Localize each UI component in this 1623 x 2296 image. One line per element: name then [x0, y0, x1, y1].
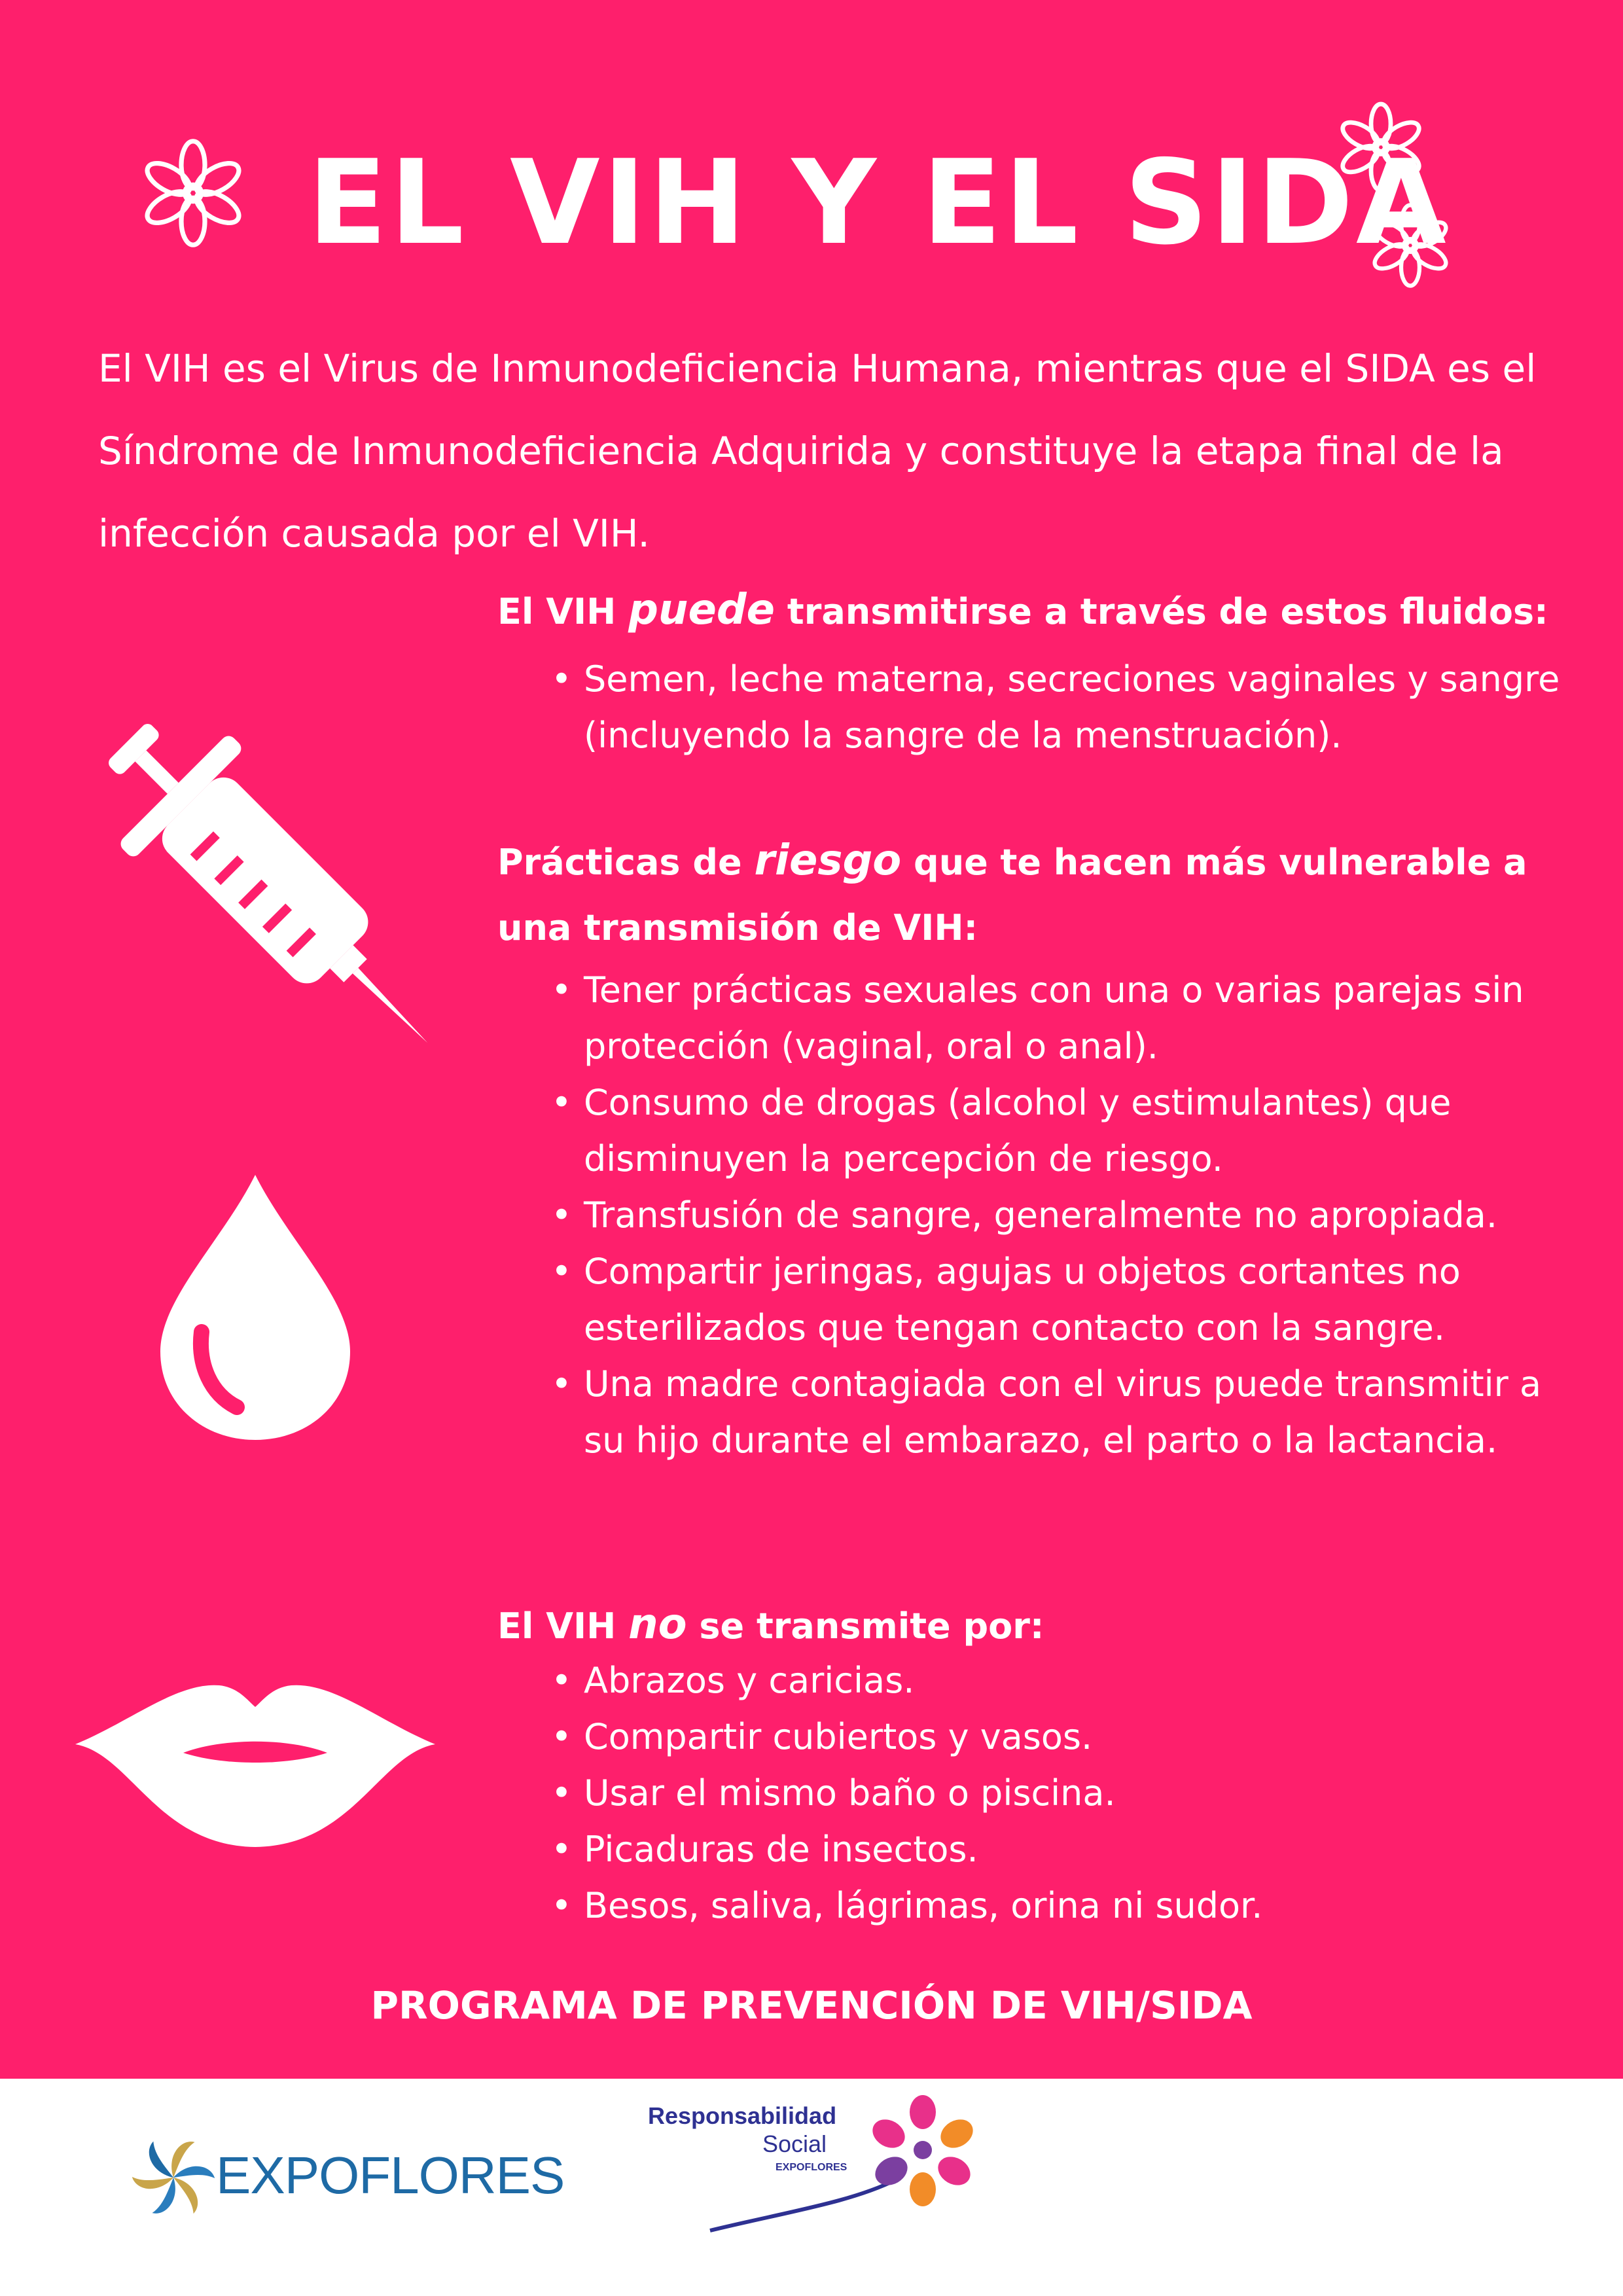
list-item: • Usar el mismo baño o piscina. — [551, 1765, 1572, 1821]
rs-logo-line-3: EXPOFLORES — [776, 2162, 847, 2173]
section-heading-no: El VIH no se transmite por: — [497, 1600, 1044, 1649]
flower-icon — [134, 134, 252, 252]
list-item: • Consumo de drogas (alcohol y estimulantes) que disminuyen la percepción de riesgo. — [551, 1075, 1572, 1187]
intro-paragraph: El VIH es el Virus de Inmunodeficiencia Humana, mientras que el SIDA es el Síndrome de Inmunodeficiencia Adquirida y constituye la etapa final de la infección causada por el VIH. — [98, 346, 1537, 556]
list-item: • Transfusión de sangre, generalmente no apropiada. — [551, 1187, 1572, 1244]
expoflores-logo-icon — [131, 2135, 216, 2220]
fluids-list — [551, 651, 1572, 764]
rs-logo-line-2: Social — [762, 2130, 827, 2157]
drop-icon — [151, 1168, 360, 1443]
list-item: • Abrazos y caricias. — [551, 1653, 1572, 1709]
lips-icon — [72, 1676, 438, 1852]
list-item: • Tener prácticas sexuales con una o varias parejas sin protección (vaginal, oral o anal). — [551, 962, 1572, 1075]
list-item: • Una madre contagiada con el virus puede transmitir a su hijo durante el embarazo, el parto o la lactancia. — [551, 1356, 1572, 1469]
list-item: • Compartir cubiertos y vasos. — [551, 1709, 1572, 1765]
page-title: EL VIH Y EL SIDA — [308, 135, 1449, 270]
program-label: PROGRAMA DE PREVENCIÓN DE VIH/SIDA — [370, 1983, 1253, 2028]
section-heading-risk: Prácticas de riesgo que te hacen más vulnerable a una transmisión de VIH: — [497, 836, 1527, 948]
syringe-icon — [79, 694, 471, 1086]
list-item: • Picaduras de insectos. — [551, 1821, 1572, 1878]
no-transmission-list — [551, 1653, 1572, 1934]
list-item: • Besos, saliva, lágrimas, orina ni sudor. — [551, 1878, 1572, 1934]
rs-logo-line-1: Responsabilidad — [648, 2102, 837, 2129]
risk-list — [551, 962, 1572, 1469]
expoflores-logo-text: EXPOFLORES — [216, 2146, 565, 2204]
list-item: • Compartir jeringas, agujas u objetos cortantes no esterilizados que tengan contacto con la sangre. — [551, 1244, 1572, 1356]
hands-logo-icon — [707, 2088, 982, 2238]
list-item: • Semen, leche materna, secreciones vaginales y sangre (incluyendo la sangre de la menstruación). — [551, 651, 1572, 764]
section-heading-fluids: El VIH puede transmitirse a través de estos fluidos: — [497, 586, 1548, 634]
